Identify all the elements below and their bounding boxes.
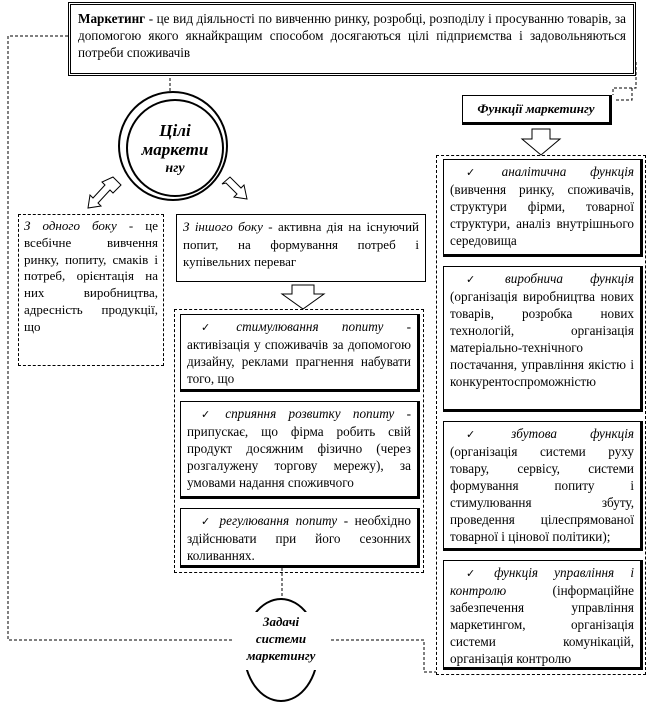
goals-title: Цілі маркети нгу [141, 121, 209, 176]
arrow-to-demand [282, 285, 324, 309]
function-card-management: ✓ функція управління і контролю (інформаційне забезпечення управління маркетингом, організація системи комунікацій, організація контролю [443, 560, 643, 670]
goals-circle [118, 91, 228, 201]
function-card-analytical: ✓ аналітична функція (вивчення ринку, споживачів, структури фірми, товарної структури, аналіз внутрішнього середовища [443, 159, 643, 257]
demand-card-regulation: ✓ регулювання попиту - необхідно здійснювати при його сезонних коливаннях. [180, 508, 420, 568]
goals-right-box [176, 214, 426, 282]
arrow-to-functions [522, 129, 560, 155]
definition-term: Маркетинг [78, 11, 146, 26]
check-icon: ✓ [466, 567, 489, 580]
check-icon: ✓ [201, 515, 214, 528]
function-card-sales: ✓ збутова функція (організація системи руху товару, сервісу, системи формування попиту і стимулювання збуту, проведення цілеспрямованої товарної і цінової політики); [443, 421, 643, 551]
check-icon: ✓ [201, 408, 220, 421]
goals-left-text: З одного боку - це всебічне вивчення ринку, попиту, смаків і потреб, орієнтація на них виробництва, адресність продукції, що [24, 218, 158, 334]
goals-right-text: З іншого боку - активна дія на існуючий попит, на формування потреб і купівельних переваг [183, 219, 419, 269]
definition-box [68, 2, 636, 76]
tasks-title: Задачі системи маркетингу [246, 614, 316, 663]
dashed-connector-right-2 [616, 88, 632, 100]
check-icon: ✓ [466, 428, 506, 441]
definition-body: - це вид діяльності по вивченню ринку, розробці, розподілу і просуванню товарів, за допомогою якого якнайкращим способом досягаються цілі підприємства і задовольняються потреби споживачів [78, 11, 626, 60]
demand-card-stimulation: ✓ стимулювання попиту - активізація у споживачів за допомогою дизайну, реклами прагнення набувати того, що [180, 314, 420, 392]
functions-header [462, 95, 612, 125]
arrow-goals-right [222, 177, 247, 199]
goals-circle-inner [126, 99, 224, 197]
check-icon: ✓ [201, 321, 231, 334]
arrow-goals-left [88, 177, 121, 208]
check-icon: ✓ [466, 273, 500, 286]
goals-left-box [18, 214, 164, 366]
dashed-connector-tasks [316, 640, 436, 672]
definition-text [78, 10, 626, 61]
demand-card-development: ✓ сприяння розвитку попиту - припускає, що фірма робить свій продукт досяжним фізично (через розгалужену торгову мережу), за умовами надання споживчого [180, 401, 420, 499]
check-icon: ✓ [466, 166, 496, 179]
functions-title: Функції маркетингу [477, 101, 595, 116]
function-card-production: ✓ виробнича функція (організація виробництва нових товарів, розробка нових технологій, організація матеріально-технічного постачання, управління якістю і конкурентоспроможністю [443, 266, 643, 412]
